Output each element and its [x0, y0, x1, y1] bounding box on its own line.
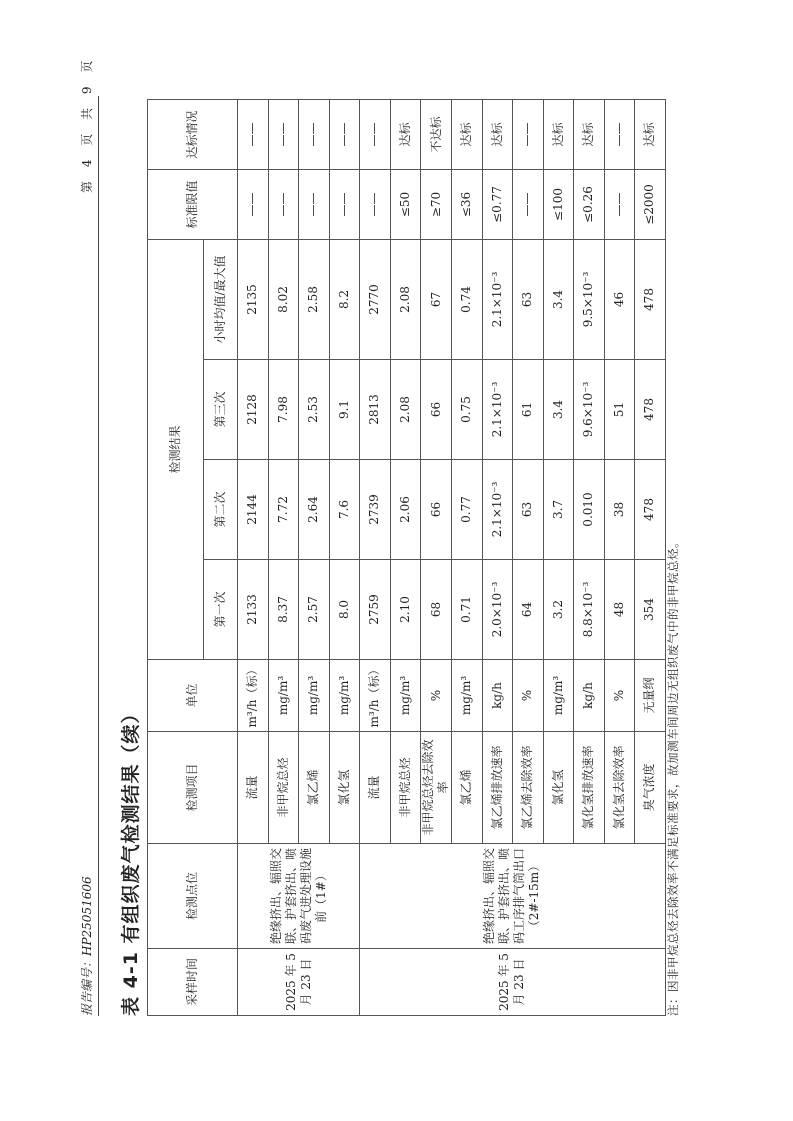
v2-cell: 478	[635, 460, 666, 560]
max-cell: 2135	[238, 239, 269, 359]
status-cell: 不达标	[421, 99, 452, 169]
v2-cell: 38	[604, 460, 635, 560]
status-cell: ——	[238, 99, 269, 169]
limit-cell: ——	[360, 169, 391, 239]
v1-cell: 354	[635, 560, 666, 660]
max-cell: 2.58	[299, 239, 330, 359]
limit-cell: ——	[268, 169, 299, 239]
v2-cell: 2.1×10⁻³	[482, 460, 513, 560]
limit-cell: ——	[238, 169, 269, 239]
sampling-time-cell: 2025 年 5 月 23 日	[238, 949, 360, 1016]
status-cell: ——	[513, 99, 544, 169]
v2-cell: 2739	[360, 460, 391, 560]
status-cell: ——	[299, 99, 330, 169]
item-cell: 氯乙烯	[299, 732, 330, 844]
v2-cell: 3.7	[543, 460, 574, 560]
header-row-1	[148, 99, 204, 1015]
header-status: 达标情况	[148, 99, 238, 169]
unit-cell: 无量纲	[635, 660, 666, 732]
v1-cell: 8.37	[268, 560, 299, 660]
v1-cell: 0.71	[452, 560, 483, 660]
v2-cell: 66	[421, 460, 452, 560]
max-cell: 478	[635, 239, 666, 359]
max-cell: 3.4	[543, 239, 574, 359]
v1-cell: 2.57	[299, 560, 330, 660]
header-item: 检测项目	[148, 732, 238, 844]
item-cell: 氯化氢去除效率	[604, 732, 635, 844]
status-cell: 达标	[574, 99, 605, 169]
limit-cell: ——	[604, 169, 635, 239]
v3-cell: 2.1×10⁻³	[482, 360, 513, 460]
v2-cell: 7.6	[329, 460, 360, 560]
header-limit: 标准限值	[148, 169, 238, 239]
v1-cell: 48	[604, 560, 635, 660]
v3-cell: 0.75	[452, 360, 483, 460]
status-cell: ——	[604, 99, 635, 169]
item-cell: 非甲烷总烃	[268, 732, 299, 844]
header-time: 采样时间	[148, 949, 238, 1016]
limit-cell: ≤0.77	[482, 169, 513, 239]
v3-cell: 61	[513, 360, 544, 460]
header-max: 小时均值/最大值	[204, 239, 238, 359]
status-cell: 达标	[452, 99, 483, 169]
sampling-point-cell: 绝缘挤出、辐照交联、护套挤出、喷码工序排气筒出口（2#-15m）	[360, 844, 666, 949]
unit-cell: kg/h	[482, 660, 513, 732]
v3-cell: 2813	[360, 360, 391, 460]
status-cell: ——	[329, 99, 360, 169]
limit-cell: ≤0.26	[574, 169, 605, 239]
item-cell: 臭气浓度	[635, 732, 666, 844]
v1-cell: 64	[513, 560, 544, 660]
limit-cell: ≤50	[390, 169, 421, 239]
unit-cell: mg/m³	[268, 660, 299, 732]
limit-cell: ≤2000	[635, 169, 666, 239]
table-body	[238, 99, 666, 1015]
item-cell: 氯化氢	[543, 732, 574, 844]
table-title: 表 4-1 有组织废气检测结果（续）	[120, 703, 142, 1016]
max-cell: 63	[513, 239, 544, 359]
item-cell: 流量	[238, 732, 269, 844]
unit-cell: mg/m³	[299, 660, 330, 732]
v1-cell: 2133	[238, 560, 269, 660]
sampling-time-cell: 2025 年 5 月 23 日	[360, 949, 666, 1016]
v2-cell: 63	[513, 460, 544, 560]
v2-cell: 0.77	[452, 460, 483, 560]
item-cell: 氯乙烯排放速率	[482, 732, 513, 844]
v3-cell: 478	[635, 360, 666, 460]
v1-cell: 2.10	[390, 560, 421, 660]
v1-cell: 8.0	[329, 560, 360, 660]
max-cell: 2770	[360, 239, 391, 359]
item-cell: 非甲烷总烃	[390, 732, 421, 844]
max-cell: 2.1×10⁻³	[482, 239, 513, 359]
max-cell: 46	[604, 239, 635, 359]
unit-cell: mg/m³	[452, 660, 483, 732]
unit-cell: mg/m³	[543, 660, 574, 732]
v1-cell: 2.0×10⁻³	[482, 560, 513, 660]
report-number: 报告编号：HP25051606	[80, 876, 94, 1016]
item-cell: 氯化氢	[329, 732, 360, 844]
status-cell: ——	[268, 99, 299, 169]
v2-cell: 0.010	[574, 460, 605, 560]
unit-cell: kg/h	[574, 660, 605, 732]
table-row	[360, 99, 391, 1015]
max-cell: 67	[421, 239, 452, 359]
v2-cell: 2.64	[299, 460, 330, 560]
sampling-point-cell: 绝缘挤出、辐照交联、护套挤出、喷码废气进处理设施前（1#）	[238, 844, 360, 949]
v1-cell: 68	[421, 560, 452, 660]
v2-cell: 2144	[238, 460, 269, 560]
max-cell: 0.74	[452, 239, 483, 359]
v3-cell: 3.4	[543, 360, 574, 460]
item-cell: 氯乙烯	[452, 732, 483, 844]
limit-cell: ≤36	[452, 169, 483, 239]
v3-cell: 7.98	[268, 360, 299, 460]
max-cell: 8.2	[329, 239, 360, 359]
status-cell: ——	[360, 99, 391, 169]
header-point: 检测点位	[148, 844, 238, 949]
limit-cell: ——	[299, 169, 330, 239]
header-run2: 第二次	[204, 460, 238, 560]
page-number: 第 4 页 共 9 页	[80, 55, 94, 193]
v3-cell: 51	[604, 360, 635, 460]
max-cell: 9.5×10⁻³	[574, 239, 605, 359]
item-cell: 氯乙烯去除效率	[513, 732, 544, 844]
limit-cell: ——	[329, 169, 360, 239]
footnote: 注：因非甲烷总烃去除效率不满足标准要求，故加测车间周边无组织废气中的非甲烷总烃。	[666, 536, 680, 1016]
max-cell: 2.08	[390, 239, 421, 359]
v3-cell: 9.6×10⁻³	[574, 360, 605, 460]
unit-cell: %	[604, 660, 635, 732]
status-cell: 达标	[482, 99, 513, 169]
v1-cell: 8.8×10⁻³	[574, 560, 605, 660]
table-row	[238, 99, 269, 1015]
v1-cell: 2759	[360, 560, 391, 660]
unit-cell: m³/h（标）	[360, 660, 391, 732]
v3-cell: 2128	[238, 360, 269, 460]
unit-cell: m³/h（标）	[238, 660, 269, 732]
limit-cell: ——	[513, 169, 544, 239]
max-cell: 8.02	[268, 239, 299, 359]
header-unit: 单位	[148, 660, 238, 732]
limit-cell: ≤100	[543, 169, 574, 239]
unit-cell: mg/m³	[390, 660, 421, 732]
v3-cell: 66	[421, 360, 452, 460]
header-results: 检测结果	[148, 239, 204, 659]
v2-cell: 7.72	[268, 460, 299, 560]
item-cell: 流量	[360, 732, 391, 844]
header-rule	[98, 96, 99, 1016]
status-cell: 达标	[543, 99, 574, 169]
unit-cell: mg/m³	[329, 660, 360, 732]
status-cell: 达标	[635, 99, 666, 169]
v1-cell: 3.2	[543, 560, 574, 660]
v3-cell: 2.53	[299, 360, 330, 460]
status-cell: 达标	[390, 99, 421, 169]
header-run1: 第一次	[204, 560, 238, 660]
v3-cell: 2.08	[390, 360, 421, 460]
limit-cell: ≥70	[421, 169, 452, 239]
results-table	[147, 99, 666, 1016]
v3-cell: 9.1	[329, 360, 360, 460]
header-run3: 第三次	[204, 360, 238, 460]
unit-cell: %	[421, 660, 452, 732]
item-cell: 非甲烷总烃去除效率	[421, 732, 452, 844]
v2-cell: 2.06	[390, 460, 421, 560]
unit-cell: %	[513, 660, 544, 732]
item-cell: 氯化氢排放速率	[574, 732, 605, 844]
